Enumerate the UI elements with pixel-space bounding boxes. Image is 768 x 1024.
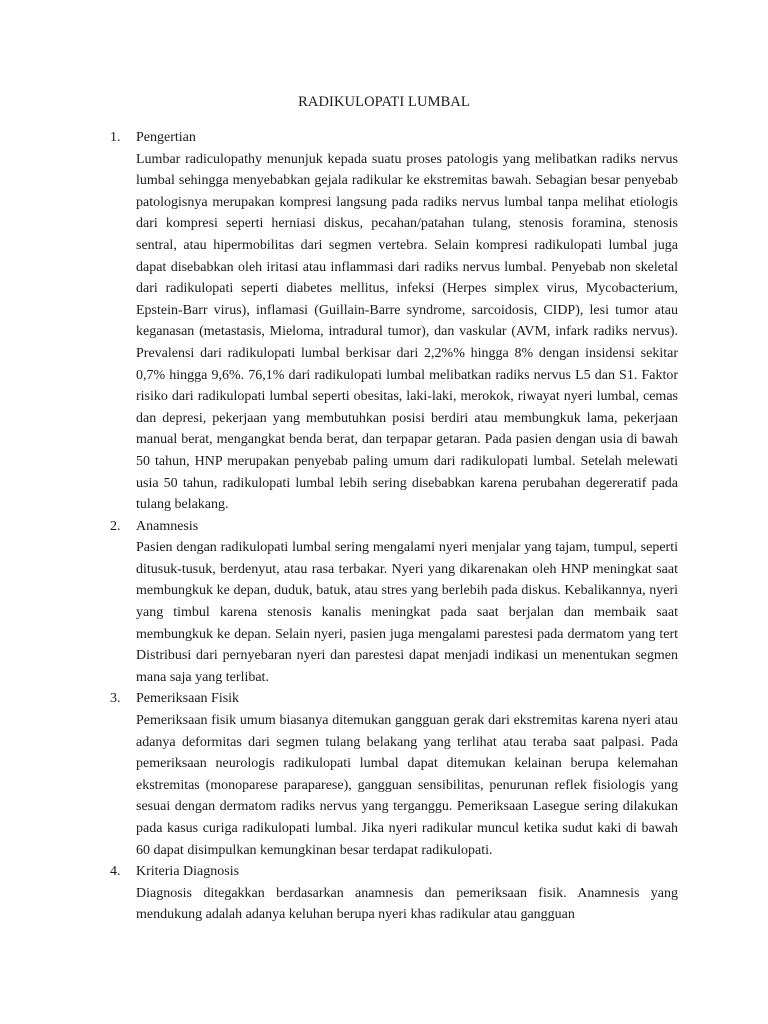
section-heading: Kriteria Diagnosis [136, 864, 240, 880]
section-body: Lumbar radiculopathy menunjuk kepada suatu proses patologis yang melibatkan radiks nervus lumbal sehingga menyebabkan gejala radikular ke ekstremitas bawah. Sebagian besar penyebab patologisnya merupakan kompresi langsung pada radiks nervus lumbal tanpa melihat etiologis dari kompresi seperti herniasi diskus, pecahan/patahan tulang, stenosis foramina, stenosis sentral, atau hipermobilitas dari segmen vertebra. Selain kompresi radikulopati lumbal juga dapat disebabkan oleh iritasi atau inflammasi dari radiks nervus lumbal. Penyebab non skeletal dari radikulopati seperti diabetes mellitus, infeksi (Herpes simplex virus, Mycobacterium, Epstein-Barr virus), inflamasi (Guillain-Barre syndrome, sarcoidosis, CIDP), lesi tumor atau keganasan (metastasis, Mieloma, intradural tumor), dan vaskular (AVM, infark radiks nervus). Prevalensi dari radikulopati lumbal berkisar dari 2,2%% hingga 8% dengan insidensi sekitar 0,7% hingga 9,6%. 76,1% dari radikulopati lumbal melibatkan radiks nervus L5 dan S1. Faktor risiko dari radikulopati lumbal seperti obesitas, laki-laki, merokok, riwayat nyeri lumbal, cemas dan depresi, pekerjaan yang membutuhkan posisi berdiri atau membungkuk lama, pekerjaan manual berat, mengangkat benda berat, dan terpapar getaran. Pada pasien dengan usia di bawah 50 tahun, HNP merupakan penyebab paling umum dari radikulopati lumbal. Setelah melewati usia 50 tahun, radikulopati lumbal lebih sering disebabkan karena perubahan degereratif pada tulang belakang. [136, 151, 678, 513]
section-body: Diagnosis ditegakkan berdasarkan anamnesis dan pemeriksaan fisik. Anamnesis yang mendukung adalah adanya keluhan berupa nyeri khas radikular atau gangguan [136, 885, 678, 923]
section-body: Pemeriksaan fisik umum biasanya ditemukan gangguan gerak dari ekstremitas karena nyeri atau adanya deformitas dari segmen tulang belakang yang terlihat atau teraba saat palpasi. Pada pemeriksaan neurologis radikulopati lumbal dapat ditemukan kelainan berupa kelemahan ekstremitas (monoparese paraparese), gangguan sensibilitas, penurunan reflek fisiologis yang sesuai dengan dermatom radiks nervus yang terganggu. Pemeriksaan Lasegue sering dilakukan pada kasus curiga radikulopati lumbal. Jika nyeri radikular muncul ketika sudut kaki di bawah 60 dapat disimpulkan kemungkinan besar terdapat radikulopati. [136, 713, 678, 858]
section-heading: Pemeriksaan Fisik [136, 691, 240, 707]
section-kriteria-diagnosis [110, 861, 678, 926]
section-number: 4. [110, 864, 121, 880]
document-title: RADIKULOPATI LUMBAL [298, 94, 470, 110]
section-number: 1. [110, 130, 121, 145]
section-anamnesis [110, 516, 678, 689]
section-heading: Anamnesis [136, 518, 199, 534]
section-body: Pasien dengan radikulopati lumbal sering mengalami nyeri menjalar yang tajam, tumpul, seperti ditusuk-tusuk, berdenyut, atau rasa terbakar. Nyeri yang dikarenakan oleh HNP meningkat saat membungkuk ke depan, duduk, batuk, atau stres yang berlebih pada diskus. Kebalikannya, nyeri yang timbul karena stenosis kanalis meningkat pada saat berjalan dan membaik saat membungkuk ke depan. Selain nyeri, pasien juga mengalami parestesi pada dermatom yang tert Distribusi dari pernyebaran nyeri dan parestesi dapat menjadi indikasi un menentukan segmen mana saja yang terlibat. [136, 540, 678, 685]
section-heading: Pengertian [136, 130, 196, 145]
section-pemeriksaan-fisik [110, 688, 678, 861]
section-list [110, 127, 678, 926]
section-number: 2. [110, 518, 121, 534]
section-pengertian [110, 127, 678, 516]
section-number: 3. [110, 691, 121, 707]
